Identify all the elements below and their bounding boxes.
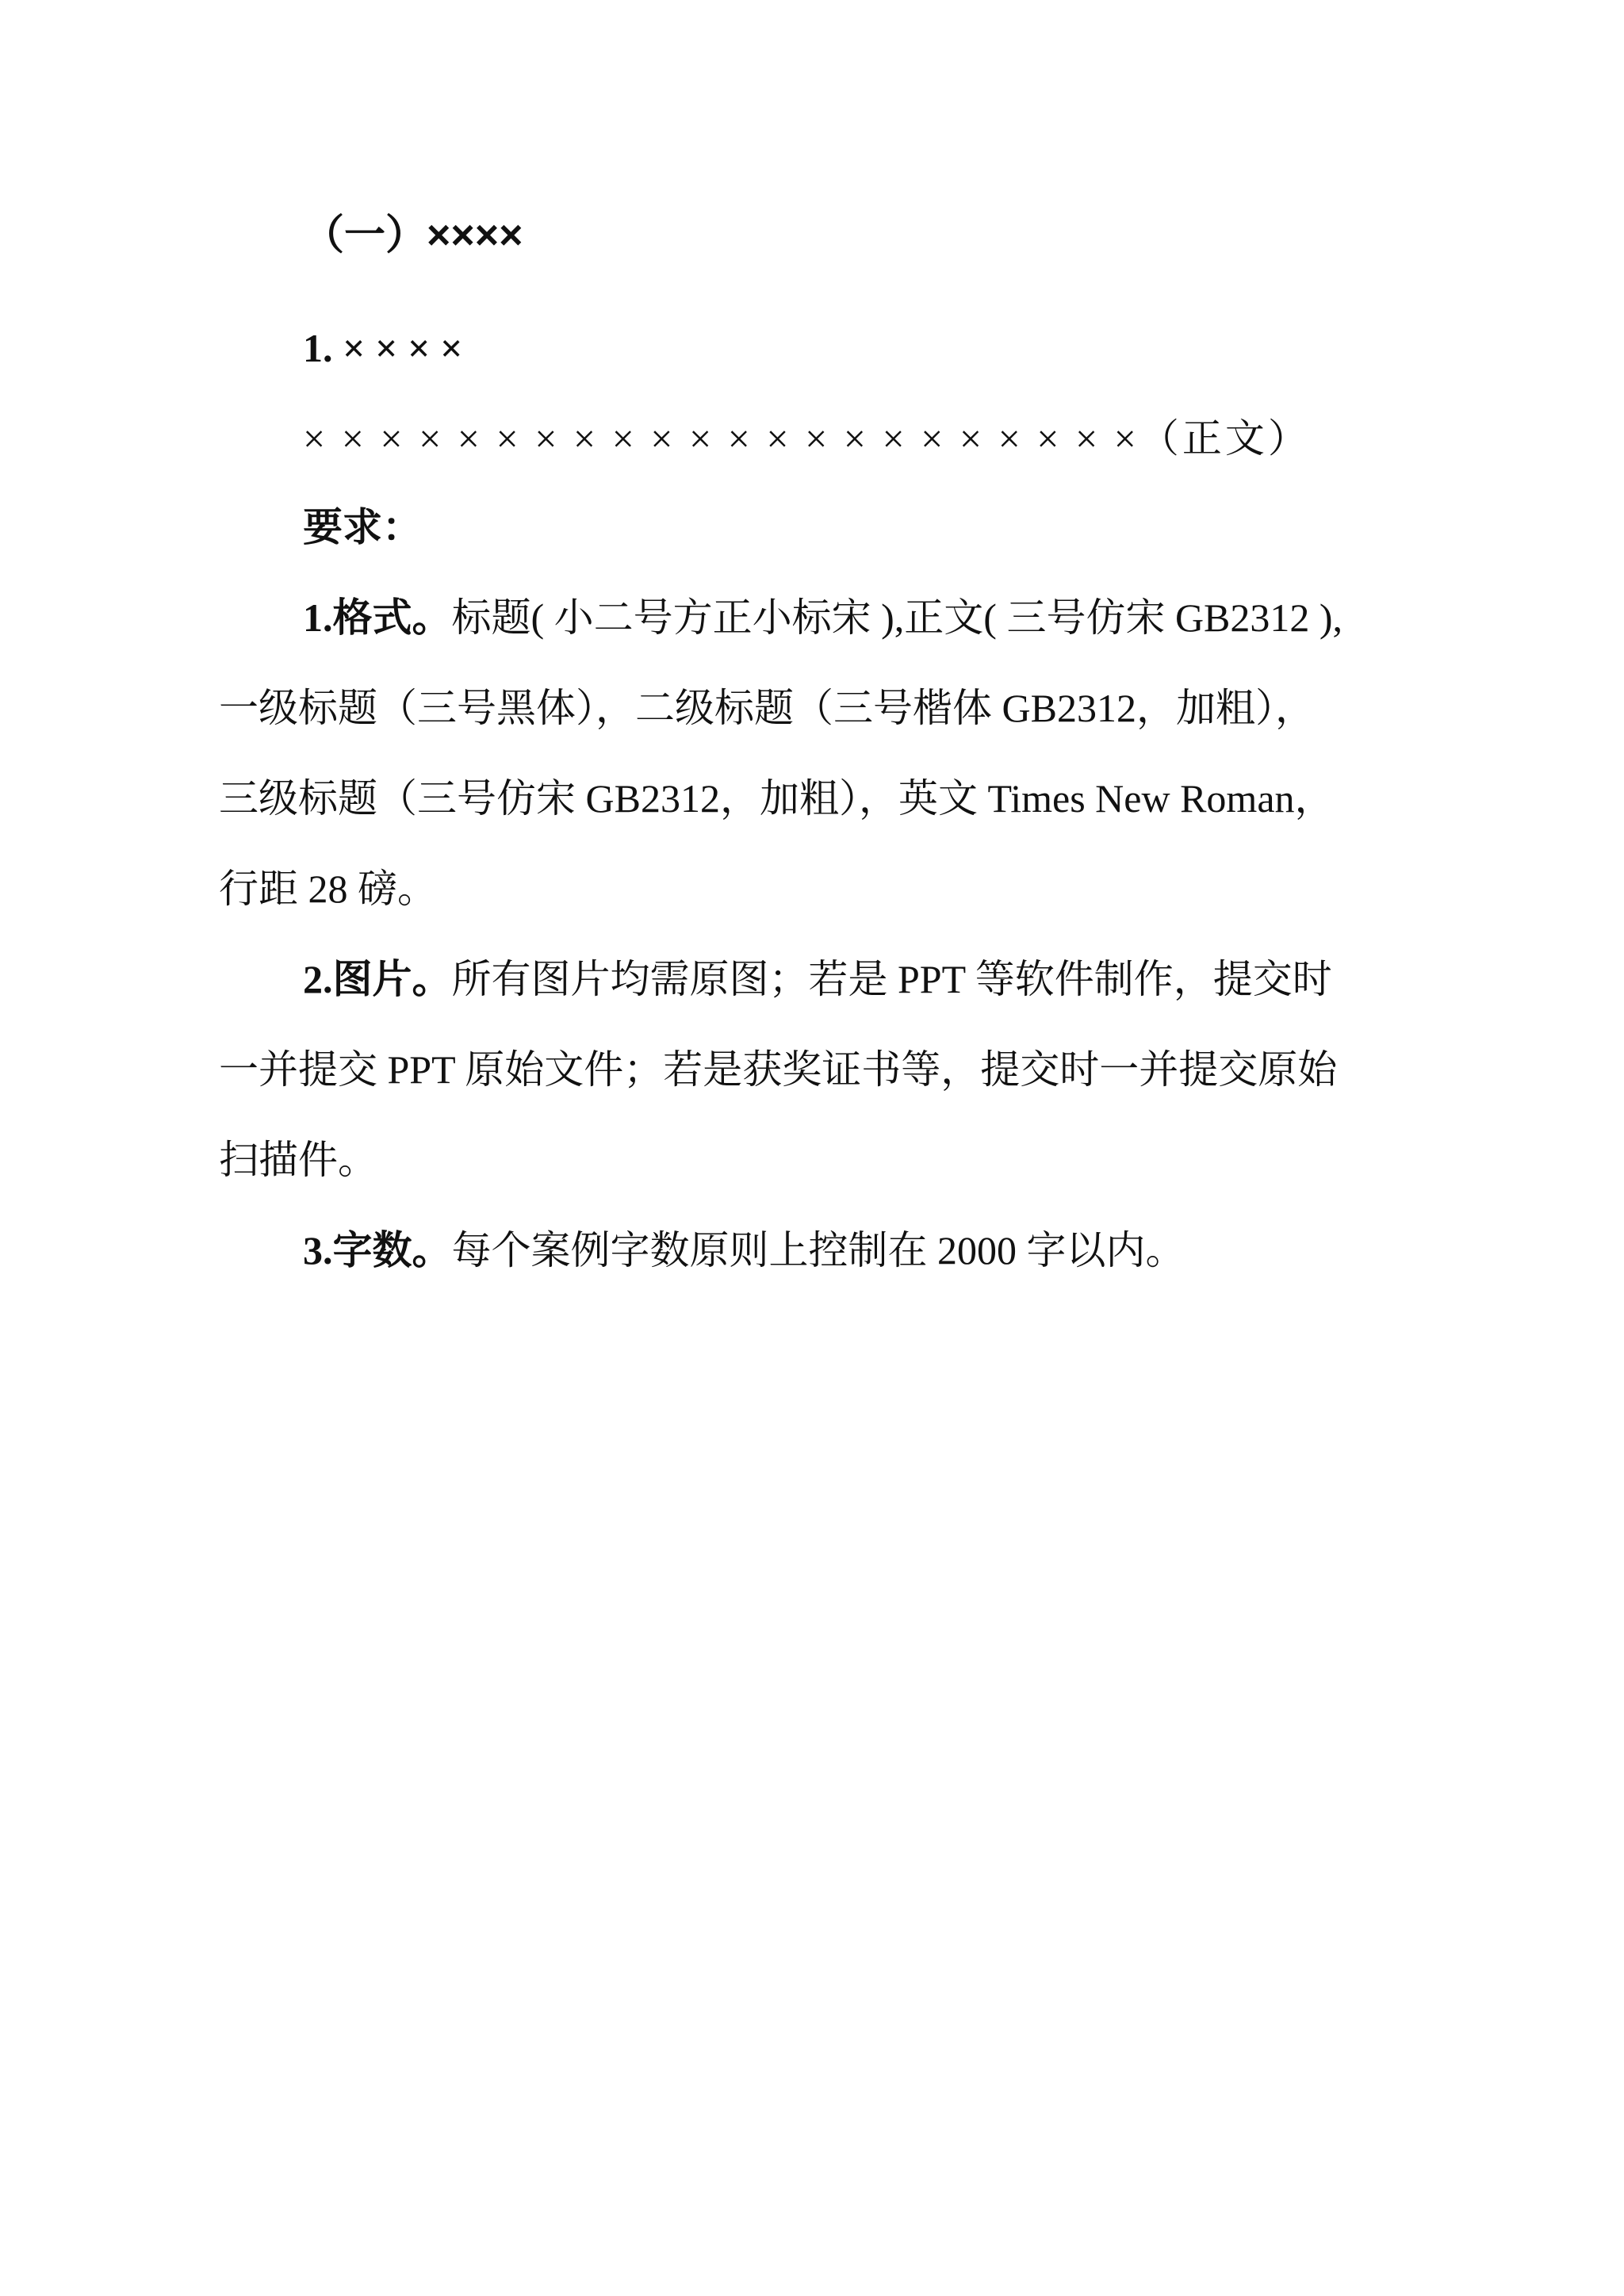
images-paragraph-line-3: 扫描件。 [219, 1138, 377, 1182]
format-paragraph-line-3: 三级标题（三号仿宋 GB2312，加粗），英文 Times New Roman， [219, 776, 1335, 821]
heading-level-1: （一）×××× [303, 212, 523, 258]
body-text-example: × × × × × × × × × × × × × × × × × × × × × ×（正文） [303, 416, 1311, 461]
images-paragraph-line-1 [303, 951, 1332, 1007]
word-count-text-line-1: 每个案例字数原则上控制在 2000 字以内。 [451, 1228, 1185, 1272]
word-count-label: 3.字数。 [303, 1228, 452, 1272]
format-label: 1.格式。 [303, 595, 452, 640]
requirements-title: 要求： [303, 505, 422, 549]
format-paragraph-line-1 [303, 590, 1342, 645]
images-text-line-1: 所有图片均需原图；若是 PPT 等软件制作，提交时 [451, 957, 1332, 1001]
format-paragraph-line-2: 一级标题（三号黑体），二级标题（三号楷体 GB2312，加粗）， [219, 686, 1315, 730]
format-paragraph-line-4: 行距 28 磅。 [219, 867, 437, 911]
word-count-paragraph-line-1 [303, 1223, 1185, 1278]
images-paragraph-line-2: 一并提交 PPT 原始文件；若是获奖证书等，提交时一并提交原始 [219, 1047, 1338, 1092]
format-text-line-1: 标题( 小二号方正小标宋 ),正文( 三号仿宋 GB2312 ), [451, 595, 1343, 640]
heading-level-2: 1. × × × × [303, 326, 463, 370]
images-label: 2.图片。 [303, 957, 452, 1001]
